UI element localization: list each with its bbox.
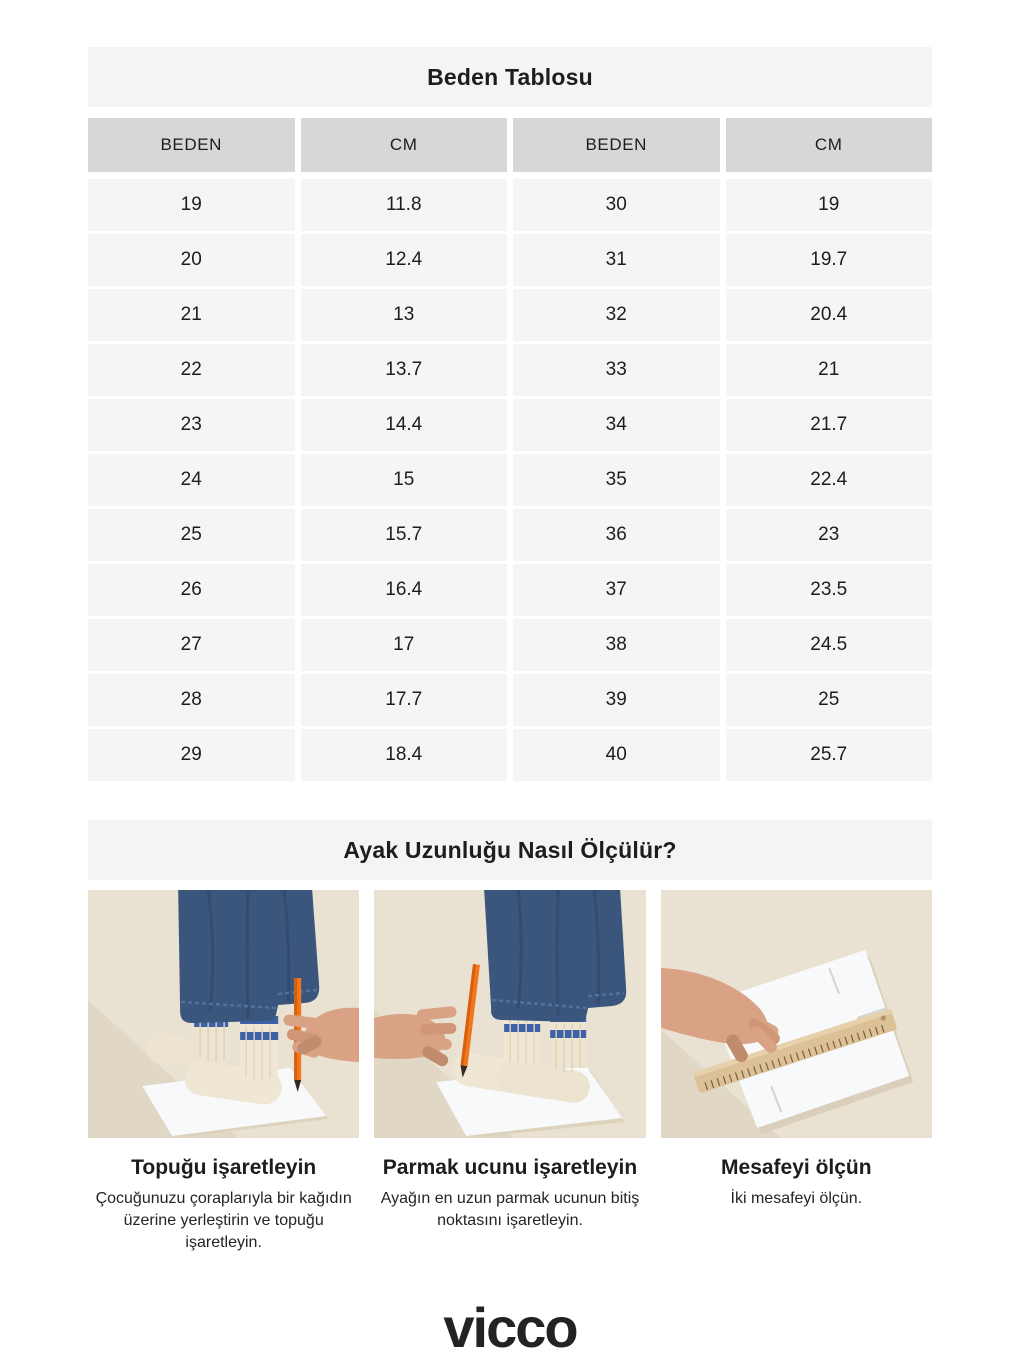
size-cell: 33 [513,344,720,396]
measure-distance-illustration [661,890,932,1138]
size-cell: 13 [301,289,508,341]
size-cell: 19 [88,179,295,231]
measure-distance-photo [661,890,932,1138]
size-cell: 18.4 [301,729,508,781]
step-description: Ayağın en uzun parmak ucunun bitiş noktasını işaretleyin. [380,1190,640,1230]
size-cell: 34 [513,399,720,451]
vicco-logo: vicco [443,1296,577,1360]
column-header: BEDEN [513,118,720,172]
size-cell: 24.5 [726,619,933,671]
measure-steps [88,890,932,1254]
size-cell: 15.7 [301,509,508,561]
size-cell: 17.7 [301,674,508,726]
brand-footer [0,1296,1020,1360]
step-title: Parmak ucunu işaretleyin [382,1156,638,1179]
size-cell: 40 [513,729,720,781]
size-cell: 16.4 [301,564,508,616]
size-cell: 22.4 [726,454,933,506]
size-cell: 20 [88,234,295,286]
size-cell: 20.4 [726,289,933,341]
size-cell: 31 [513,234,720,286]
jeans [484,890,626,1022]
size-table-title: Beden Tablosu [427,63,593,90]
mark-heel-illustration [88,890,359,1138]
size-cell: 21.7 [726,399,933,451]
size-cell: 36 [513,509,720,561]
step-mark-toe [374,890,645,1254]
column-header: CM [301,118,508,172]
size-cell: 25 [726,674,933,726]
size-cell: 21 [88,289,295,341]
size-cell: 19 [726,179,933,231]
size-cell: 39 [513,674,720,726]
step-measure-distance [661,890,932,1254]
step-mark-heel [88,890,359,1254]
size-cell: 22 [88,344,295,396]
size-cell: 24 [88,454,295,506]
step-description: Çocuğunuzu çoraplarıyla bir kağıdın üzerine yerleştirin ve topuğu işaretleyin. [95,1190,352,1252]
mark-toe-illustration [374,890,645,1138]
size-cell: 27 [88,619,295,671]
size-cell: 28 [88,674,295,726]
size-cell: 38 [513,619,720,671]
size-cell: 32 [513,289,720,341]
measure-section-title: Ayak Uzunluğu Nasıl Ölçülür? [343,836,677,863]
size-cell: 23 [88,399,295,451]
size-cell: 30 [513,179,720,231]
size-cell: 26 [88,564,295,616]
mark-toe-photo [374,890,645,1138]
size-cell: 29 [88,729,295,781]
size-cell: 17 [301,619,508,671]
step-title: Topuğu işaretleyin [131,1156,317,1179]
size-cell: 14.4 [301,399,508,451]
measure-title-banner [88,820,932,880]
size-cell: 13.7 [301,344,508,396]
size-cell: 25.7 [726,729,933,781]
size-cell: 11.8 [301,179,508,231]
size-cell: 35 [513,454,720,506]
size-cell: 23.5 [726,564,933,616]
size-cell: 37 [513,564,720,616]
size-cell: 25 [88,509,295,561]
mark-heel-photo [88,890,359,1138]
size-table [88,118,932,781]
step-description: İki mesafeyi ölçün. [730,1190,863,1207]
size-cell: 19.7 [726,234,933,286]
size-cell: 15 [301,454,508,506]
size-cell: 21 [726,344,933,396]
size-cell: 12.4 [301,234,508,286]
column-header: CM [726,118,933,172]
column-header: BEDEN [88,118,295,172]
size-cell: 23 [726,509,933,561]
size-table-title-banner [88,47,932,107]
step-title: Mesafeyi ölçün [721,1156,872,1179]
